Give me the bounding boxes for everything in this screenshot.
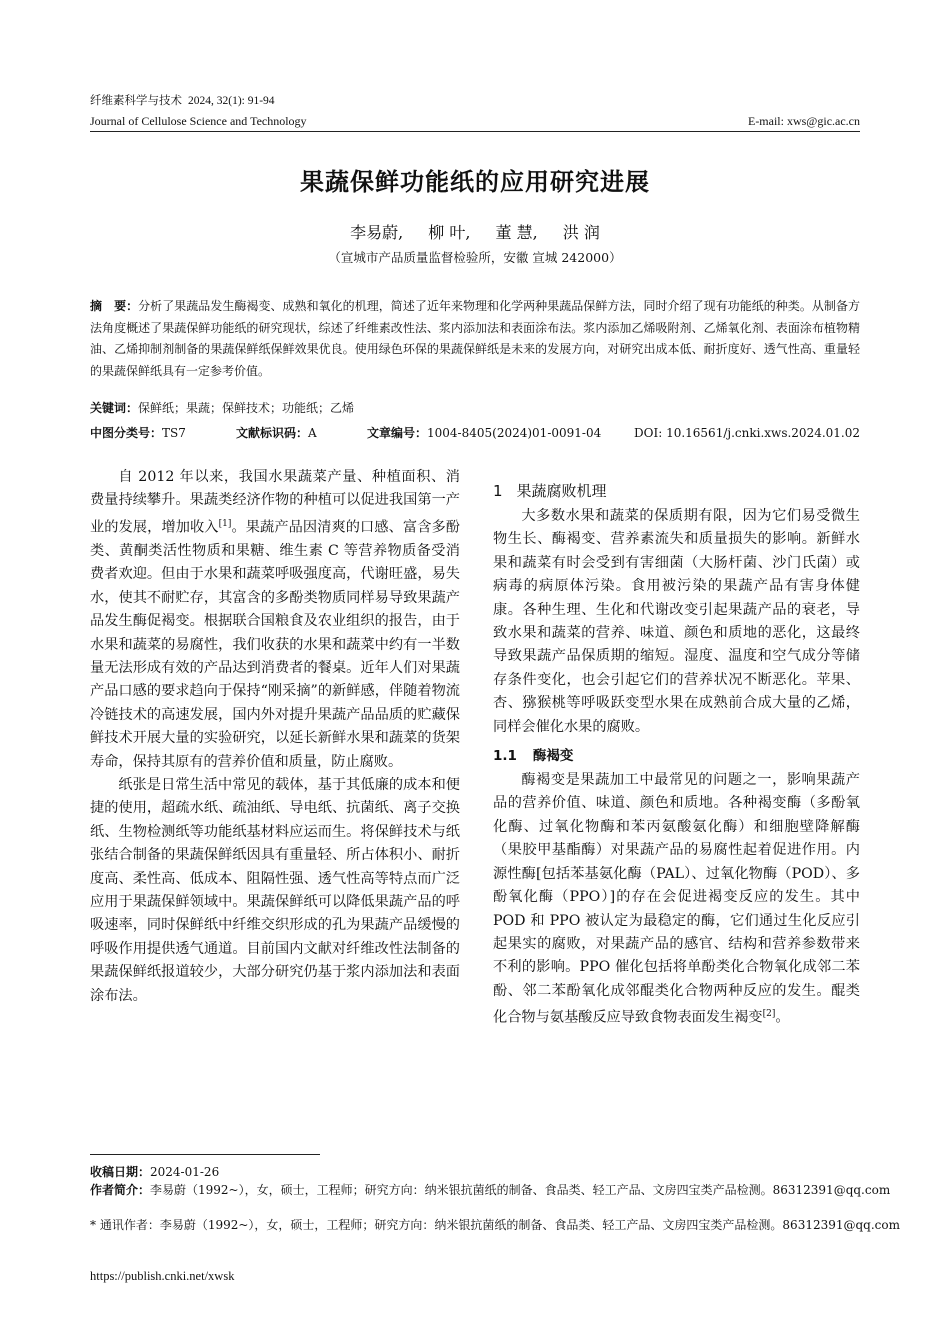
intro-paragraph-1: 自 2012 年以来，我国水果蔬菜产量、种植面积、消费量持续攀升。果蔬类经济作物的种植可以促进我国第一产业的发展，增加收入[1]。果蔬产品因清爽的口感、富含多酚类、黄酮类活性物质和果糖、维生素 C 等营养物质备受消费者欢迎。但由于水果和蔬菜呼吸强度高，代谢旺盛，易失水，使其不耐贮存，其富含的多酚类物质同样易导致果蔬产品发生酶促褐变。根据联合国粮食及农业组织的报告，由于水果和蔬菜的易腐性，我们收获的水果和蔬菜中约有一半数量无法形成有效的产品达到消费者的餐桌。近年人们对果蔬产品口感的要求趋向于保持“刚采摘”的新鲜感，伴随着物流冷链技术的高速发展，国内外对提升果蔬产品品质的贮藏保鲜技术开展大量的实验研究，以延长新鲜水果和蔬菜的货架寿命，保持其原有的营养价值和质量，防止腐败。 (90, 469, 460, 770)
journal-email: E-mail: xws@gic.ac.cn (747, 114, 860, 128)
paper-title: 果蔬保鲜功能纸的应用研究进展 (300, 168, 650, 196)
keywords-label: 关键词： (90, 401, 139, 415)
author-4: 洪 润 (562, 223, 600, 242)
journal-header-cn (90, 92, 275, 108)
journal-citation: 2024, 32(1): 91-94 (188, 95, 275, 107)
intro-paragraph-2: 纸张是日常生活中常见的载体，基于其低廉的成本和便捷的使用，超疏水纸、疏油纸、导电纸、抗菌纸、离子交换纸、生物检测纸等功能纸基材料应运而生。将保鲜技术与纸张结合制备的果蔬保鲜纸因具有重量轻、所占体积小、耐折度高、柔性高、低成本、阻隔性强、透气性高等特点而广泛应用于果蔬保鲜领域中。果蔬保鲜纸可以降低果蔬产品的呼吸速率，同时保鲜纸中纤维交织形成的孔为果蔬产品缓慢的呼吸作用提供透气通道。目前国内文献对纤维改性法制备的果蔬保鲜纸报道较少，大部分研究仍基于浆内添加法和表面涂布法。 (90, 777, 460, 1004)
author-1: 李易蔚, (350, 223, 404, 242)
article-number: 文章编号：1004-8405(2024)01-0091-04 (367, 426, 602, 440)
section-heading-1: 1 果蔬腐败机理 (493, 482, 607, 500)
author-3: 董 慧, (495, 223, 538, 242)
citation-ref-1[interactable]: [1] (218, 518, 232, 529)
body-right-column (493, 480, 860, 1030)
footnote-author-bio: 作者简介：李易蔚（1992~），女，硕士，工程师；研究方向：纳米银抗菌纸的制备、食品类、轻工产品、文房四宝类产品检测。86312391@qq.com (90, 1183, 891, 1197)
citation-ref-2[interactable]: [2] (762, 1009, 776, 1020)
abstract-label: 摘 要： (90, 299, 139, 313)
header-divider (90, 131, 860, 132)
doi: DOI: 10.16561/j.cnki.xws.2024.01.02 (634, 426, 860, 440)
journal-name-en: Journal of Cellulose Science and Technology (90, 114, 307, 128)
document-code: 文献标识码：A (236, 426, 317, 440)
body-left-column (90, 466, 460, 1008)
footnote-received: 收稿日期：2024-01-26 (90, 1165, 220, 1179)
footnote-corresponding-author: * 通讯作者：李易蔚（1992~），女，硕士，工程师；研究方向：纳米银抗菌纸的制备、食品类、轻工产品、文房四宝类产品检测。86312391@qq.com (90, 1218, 901, 1232)
keywords-text: 保鲜纸；果蔬；保鲜技术；功能纸；乙烯 (138, 401, 355, 415)
abstract (90, 296, 860, 382)
journal-name-cn: 纤维素科学与技术 (90, 93, 182, 107)
section-heading-1-1: 1.1 酶褐变 (493, 748, 574, 765)
author-list (0, 220, 950, 243)
affiliation: （宣城市产品质量监督检验所，安徽 宣城 242000） (328, 250, 622, 265)
section-1-1-paragraph: 酶褐变是果蔬加工中最常见的问题之一，影响果蔬产品的营养价值、味道、颜色和质地。各种褐变酶（多酚氧化酶、过氧化物酶和苯丙氨酸氨化酶）和细胞壁降解酶（果胶甲基酯酶）对果蔬产品的易腐性起着促进作用。内源性酶[包括苯基氨化酶（PAL）、过氧化物酶（POD）、多酚氧化酶（PPO）]的存在会促进褐变反应的发生。其中 POD 和 PPO 被认定为最稳定的酶，它们通过生化反应引起果实的腐败，对果蔬产品的感官、结构和营养参数带来不利的影响。PPO 催化包括将单酚类化合物氧化成邻二苯酚、邻二苯酚氧化成邻醌类化合物两种反应的发生。醌类化合物与氨基酸反应导致食物表面发生褐变[2]。 (493, 772, 860, 1026)
footnote-divider (90, 1154, 320, 1155)
clc-code: 中图分类号：TS7 (90, 426, 186, 440)
keywords (90, 398, 860, 418)
author-2: 柳 叶, (428, 223, 471, 242)
publisher-url[interactable]: https://publish.cnki.net/xwsk (90, 1269, 235, 1283)
abstract-text: 分析了果蔬品发生酶褐变、成熟和氧化的机理，简述了近年来物理和化学两种果蔬品保鲜方法，同时介绍了现有功能纸的种类。从制备方法角度概述了果蔬保鲜功能纸的研究现状，综述了纤维素改性法、浆内添加法和表面涂布法。浆内添加乙烯吸附剂、乙烯氧化剂、表面涂布植物精油、乙烯抑制剂制备的果蔬保鲜纸保鲜效果优良。使用绿色环保的果蔬保鲜纸是未来的发展方向，对研究出成本低、耐折度好、透气性高、重量轻的果蔬保鲜纸具有一定参考价值。 (90, 299, 860, 378)
section-1-paragraph: 大多数水果和蔬菜的保质期有限，因为它们易受微生物生长、酶褐变、营养素流失和质量损失的影响。新鲜水果和蔬菜有时会受到有害细菌（大肠杆菌、沙门氏菌）或病毒的病原体污染。食用被污染的果蔬产品有害身体健康。各种生理、生化和代谢改变引起果蔬产品的衰老，导致水果和蔬菜的营养、味道、颜色和质地的恶化，这最终导致果蔬产品保质期的缩短。湿度、温度和空气成分等储存条件变化，也会引起它们的营养状况不断恶化。苹果、杏、猕猴桃等呼吸跃变型水果在成熟前合成大量的乙烯，同样会催化水果的腐败。 (493, 508, 860, 735)
